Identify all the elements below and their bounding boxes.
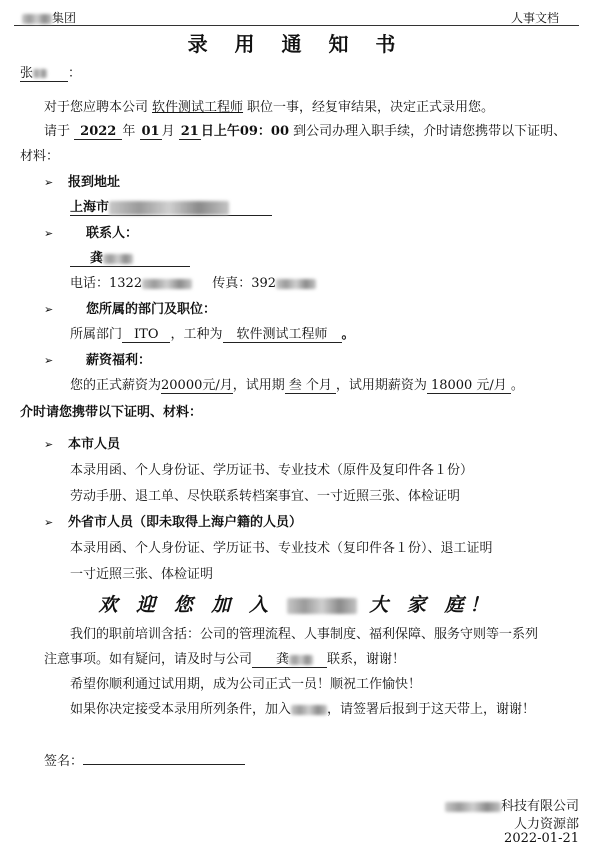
closing-p1: 我们的职前培训含括：公司的管理流程、人事制度、福利保障、服务守则等一系列 <box>70 627 539 642</box>
closing-p1-cont: 注意事项。如有疑问，请及时与公司 龚 联系，谢谢！ <box>44 648 405 668</box>
footer-department: 人力资源部 <box>513 817 579 832</box>
redacted-address <box>109 201 229 215</box>
intro-p2: 请于 2022 年 01 月 21 日上午09：00 到公司办理入职手续，介时请您携带以下证明、 <box>44 124 567 139</box>
dept-detail: 所属部门 ITO ，工种为 软件测试工程师 。 <box>70 323 355 343</box>
contact-phones: 电话：1322 传真：392 <box>70 272 316 291</box>
local-heading: ➢ 本市人员 <box>44 437 121 452</box>
arrow-bullet-icon: ➢ <box>44 354 54 367</box>
welcome-banner: 欢 迎 您 加 入 大 家 庭！ <box>98 594 495 616</box>
local-line-1: 本录用函、个人身份证、学历证书、专业技术（原件及复印件各１份） <box>70 463 474 478</box>
arrow-bullet-icon: ➢ <box>44 227 54 240</box>
arrow-bullet-icon: ➢ <box>44 516 54 529</box>
arrow-bullet-icon: ➢ <box>44 303 54 316</box>
intro-p1: 对于您应聘本公司 软件测试工程师 职位一事，经复审结果，决定正式录用您。 <box>44 100 495 115</box>
local-line-2: 劳动手册、退工单、尽快联系转档案事宜、一寸近照三张、体检证明 <box>70 489 461 504</box>
closing-p3: 如果你决定接受本录用所列条件，加入 ，请签署后报到于这天带上，谢谢！ <box>70 702 536 717</box>
arrow-bullet-icon: ➢ <box>44 438 54 451</box>
salary-heading: ➢ 薪资福利： <box>44 353 152 368</box>
nonlocal-heading: ➢ 外省市人员（即未取得上海户籍的人员） <box>44 515 303 530</box>
redacted-fax <box>276 279 316 289</box>
redacted-company <box>22 14 52 24</box>
page-header <box>14 7 579 26</box>
dept-heading: ➢ 您所属的部门及职位： <box>44 302 217 317</box>
position-text: 软件测试工程师 <box>152 100 244 115</box>
redacted-phone <box>142 279 192 289</box>
footer-company: 科技有限公司 <box>445 795 579 814</box>
salary-detail: 您的正式薪资为20000元/月，试用期 叁 个月 ，试用期薪资为 18000 元/月 。 <box>70 374 524 394</box>
nonlocal-line-1: 本录用函、个人身份证、学历证书、专业技术（复印件各１份）、退工证明 <box>70 541 493 556</box>
footer-date: 2022-01-21 <box>504 831 579 846</box>
redacted-company-name <box>287 598 357 614</box>
contact-name: 龚 <box>70 247 190 267</box>
page-title: 录 用 通 知 书 <box>187 32 406 56</box>
signature-field[interactable] <box>83 752 245 765</box>
closing-p2: 希望你顺利通过试用期，成为公司正式一员！顺祝工作愉快！ <box>70 677 422 692</box>
report-heading: ➢ 报到地址 <box>44 175 121 190</box>
signature-line: 签名： <box>44 750 245 769</box>
intro-p2-cont: 材料： <box>20 149 60 164</box>
report-address: 上海市 <box>70 196 272 216</box>
header-company: 集团 <box>22 9 76 26</box>
header-doc-type: 人事文档 <box>510 11 559 25</box>
contact-heading: ➢ 联系人： <box>44 226 139 241</box>
arrow-bullet-icon: ➢ <box>44 176 54 189</box>
nonlocal-line-2: 一寸近照三张、体检证明 <box>70 567 214 582</box>
docs-heading: 介时请您携带以下证明、材料： <box>20 405 203 420</box>
recipient-line: 张 ： <box>20 62 81 82</box>
